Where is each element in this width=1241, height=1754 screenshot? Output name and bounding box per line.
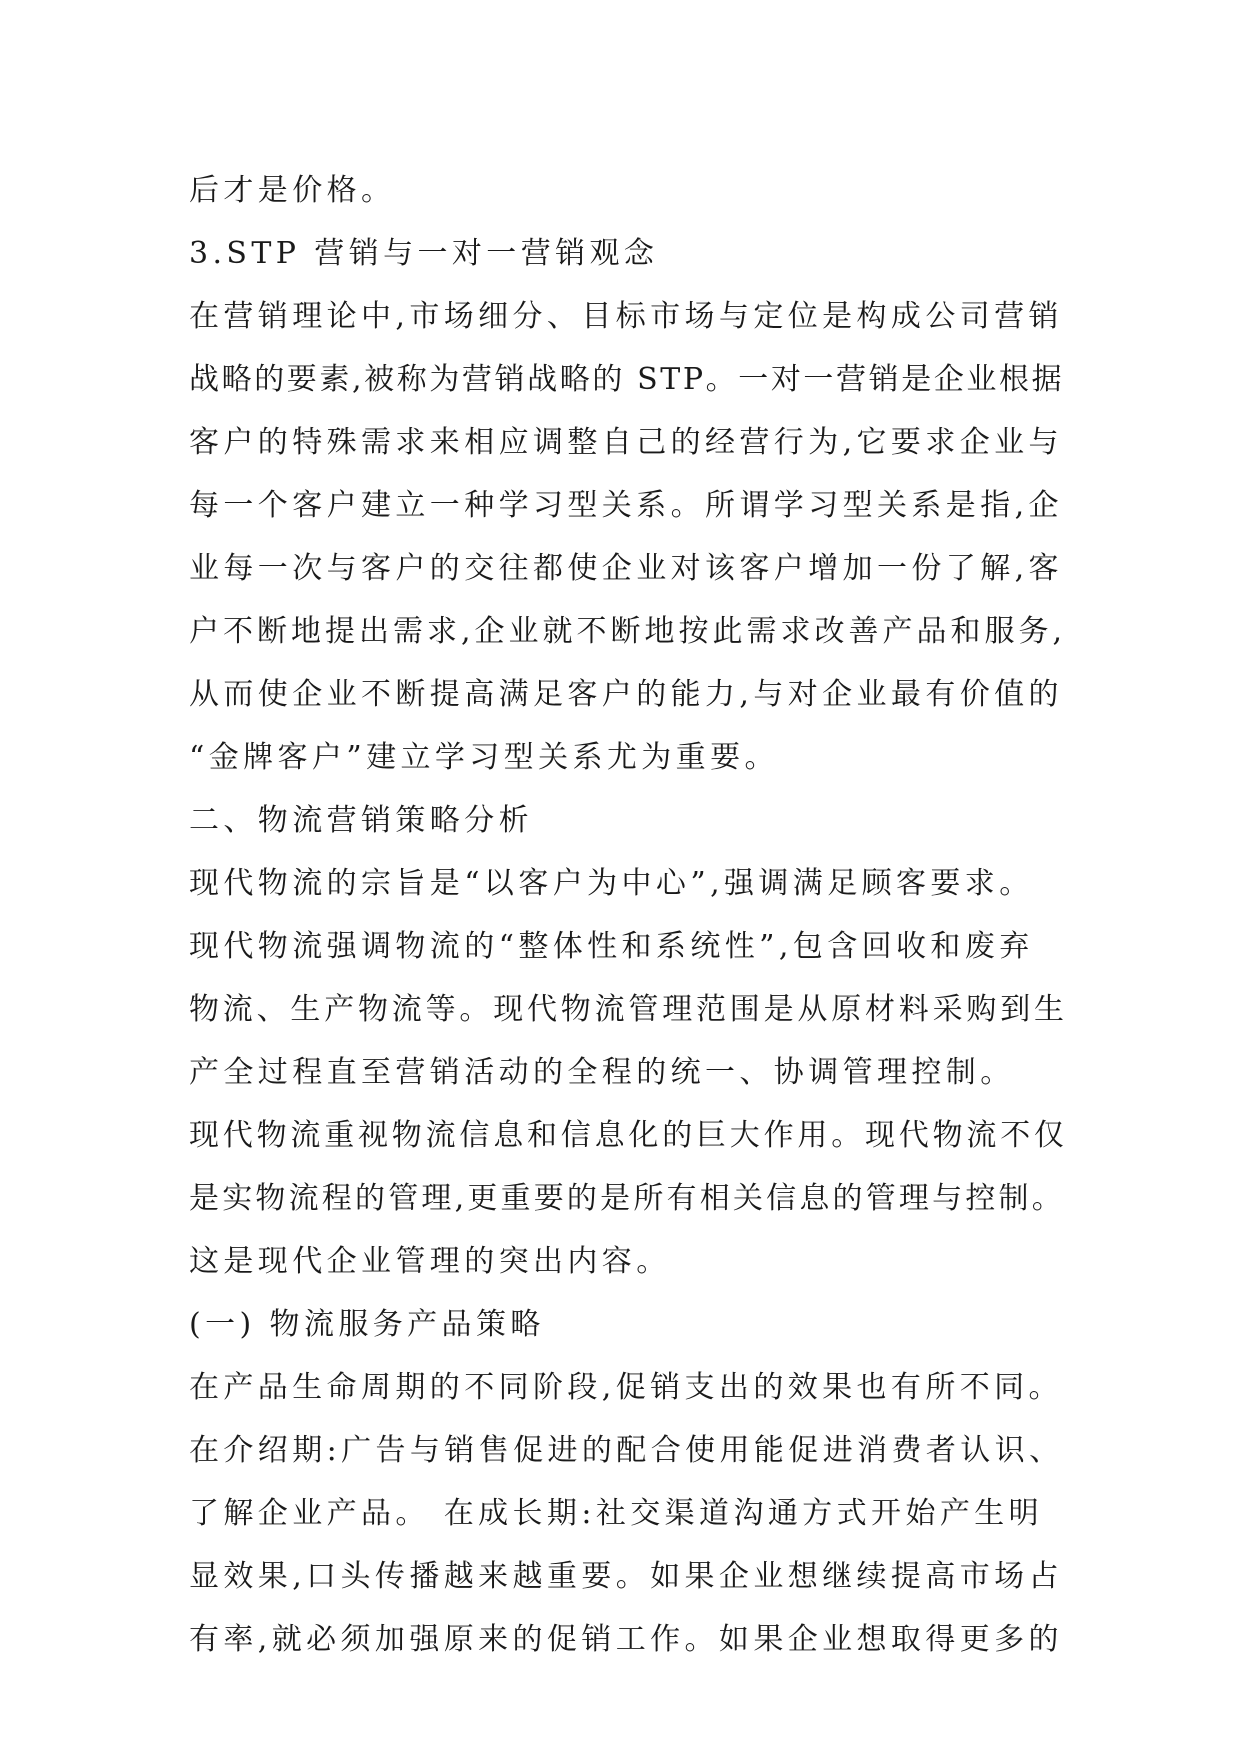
text-line: 产全过程直至营销活动的全程的统一、协调管理控制。 (189, 1055, 1015, 1090)
text-line: 客户的特殊需求来相应调整自己的经营行为,它要求企业与 (189, 425, 1063, 460)
text-line: 物流、生产物流等。现代物流管理范围是从原材料采购到生 (189, 992, 1068, 1027)
document-body (189, 159, 1069, 1671)
text-line: 在介绍期:广告与销售促进的配合使用能促进消费者认识、 (189, 1433, 1064, 1468)
text-line: 户不断地提出需求,企业就不断地按此需求改善产品和服务, (189, 614, 1067, 649)
text-line: 显效果,口头传播越来越重要。如果企业想继续提高市场占 (189, 1559, 1063, 1594)
text-line: 战略的要素,被称为营销战略的 STP。一对一营销是企业根据 (189, 362, 1065, 397)
text-line: 业每一次与客户的交往都使企业对该客户增加一份了解,客 (189, 551, 1063, 586)
text-line: 有率,就必须加强原来的促销工作。如果企业想取得更多的 (189, 1622, 1063, 1657)
text-line: 每一个客户建立一种学习型关系。所谓学习型关系是指,企 (189, 488, 1063, 523)
text-line: 在营销理论中,市场细分、目标市场与定位是构成公司营销 (189, 299, 1063, 334)
section-heading: 二、物流营销策略分析 (189, 803, 533, 838)
subsection-heading: (一) 物流服务产品策略 (189, 1307, 545, 1342)
text-line: “金牌客户”建立学习型关系尤为重要。 (189, 740, 779, 775)
section-heading: 3.STP 营销与一对一营销观念 (189, 236, 659, 271)
text-line: 现代物流重视物流信息和信息化的巨大作用。现代物流不仅 (189, 1118, 1068, 1153)
text-line: 从而使企业不断提高满足客户的能力,与对企业最有价值的 (189, 677, 1063, 712)
text-line: 后才是价格。 (189, 173, 396, 208)
text-line: 这是现代企业管理的突出内容。 (189, 1244, 671, 1279)
text-line: 了解企业产品。 在成长期:社交渠道沟通方式开始产生明 (189, 1496, 1044, 1531)
text-line: 在产品生命周期的不同阶段,促销支出的效果也有所不同。 (189, 1370, 1063, 1405)
text-line: 是实物流程的管理,更重要的是所有相关信息的管理与控制。 (189, 1181, 1065, 1216)
text-line: 现代物流的宗旨是“以客户为中心”,强调满足顾客要求。 (189, 866, 1034, 901)
text-line: 现代物流强调物流的“整体性和系统性”,包含回收和废弃 (189, 929, 1034, 964)
